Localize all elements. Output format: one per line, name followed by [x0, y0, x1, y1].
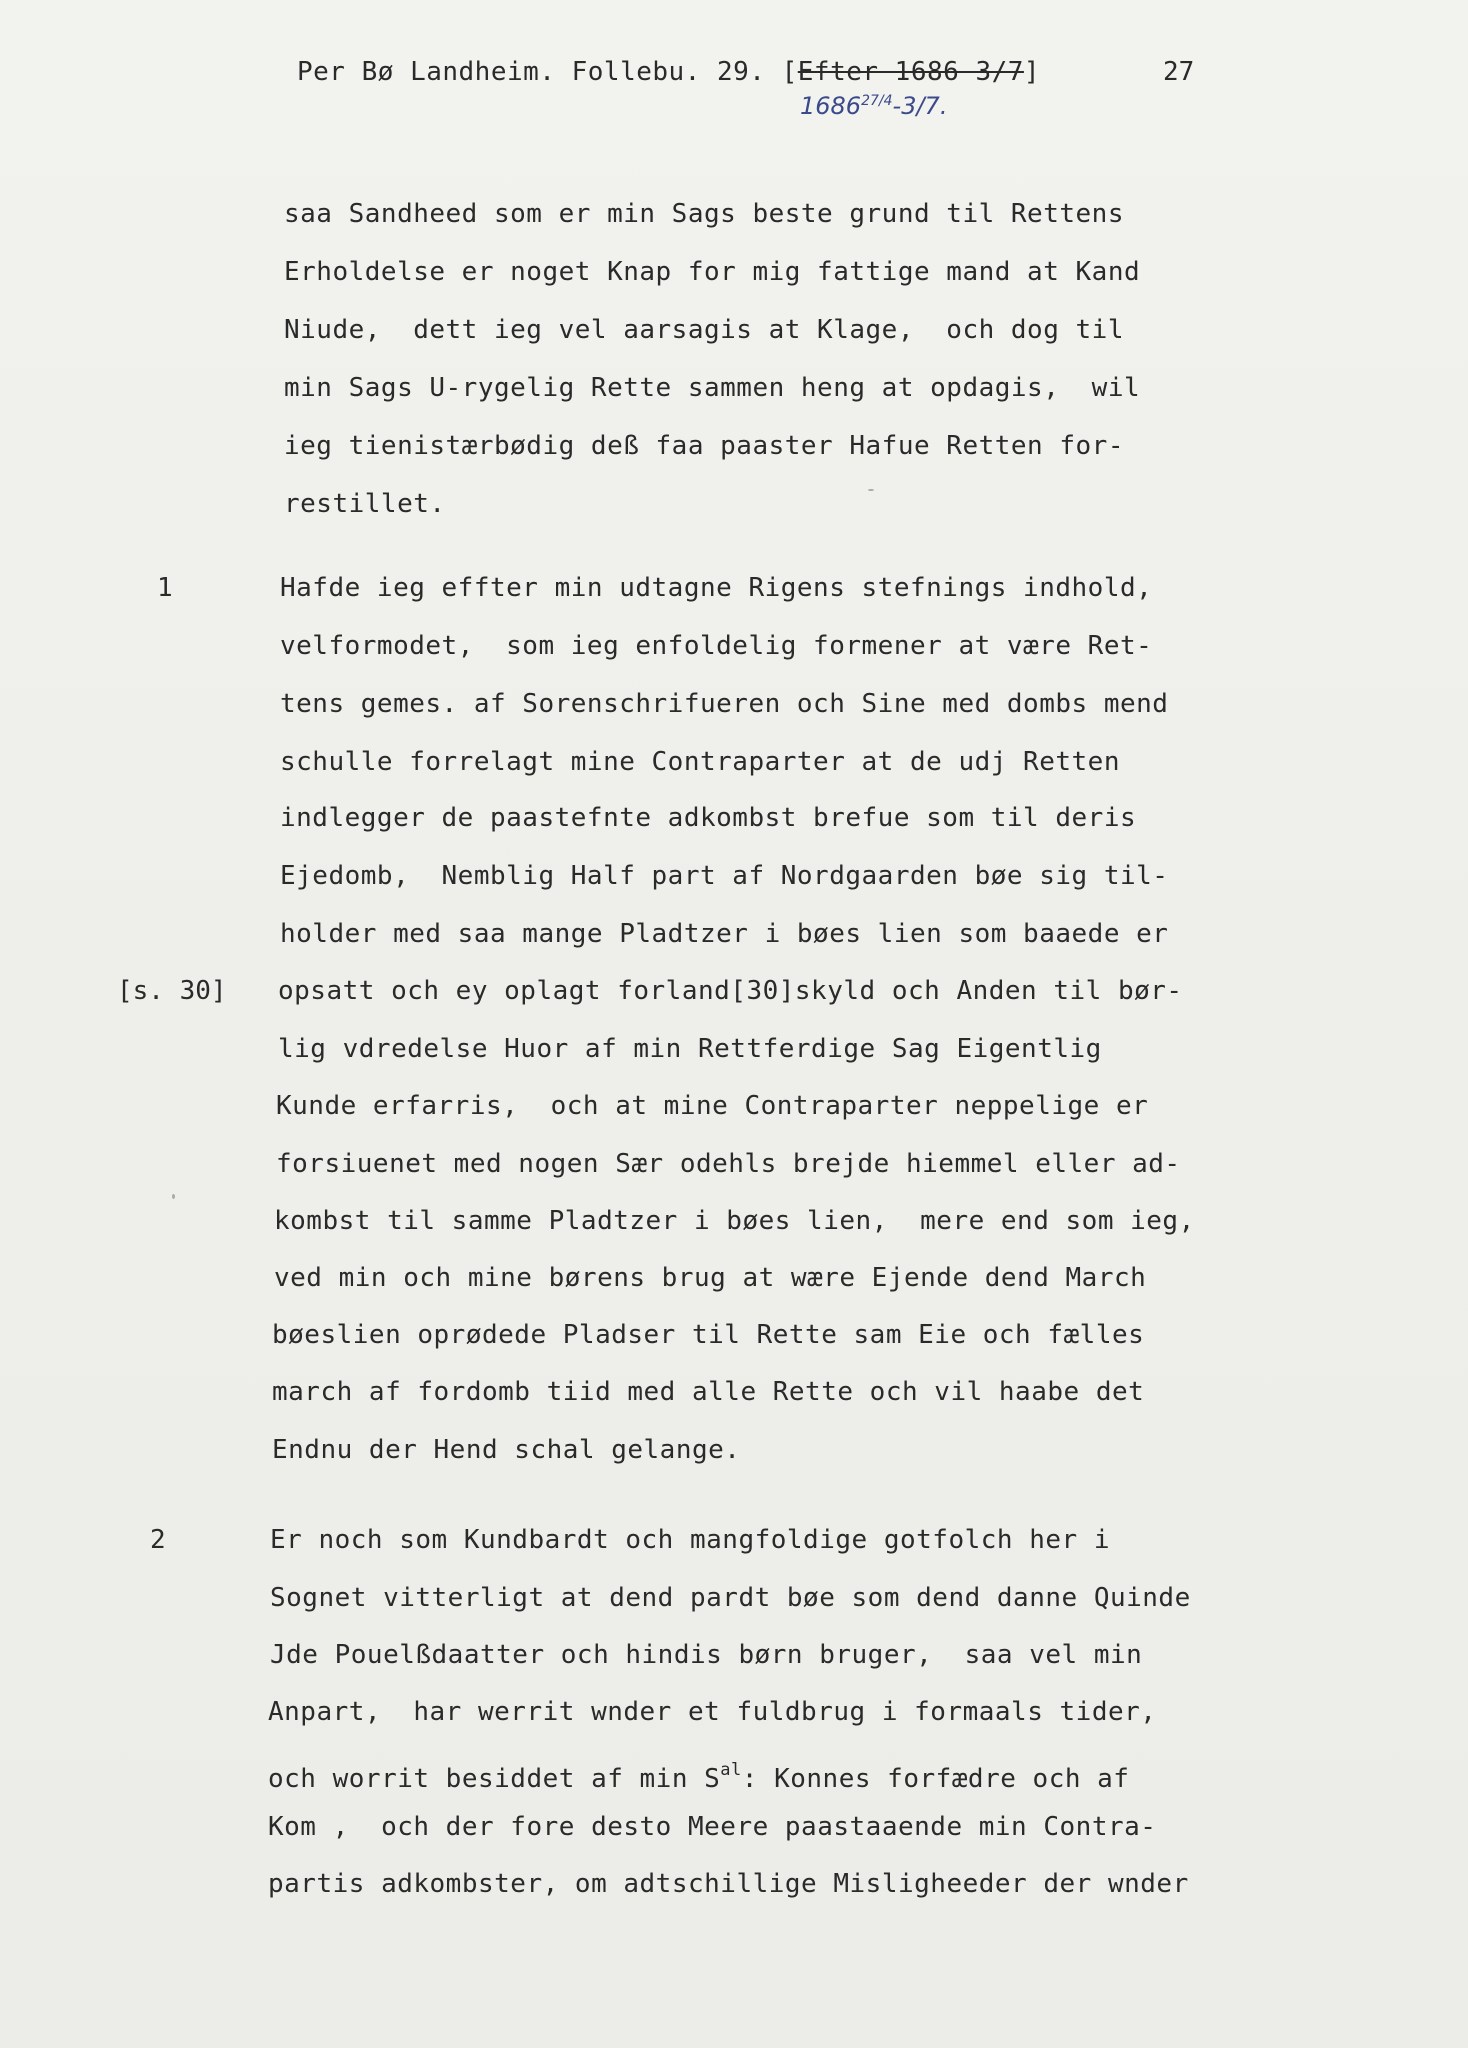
paragraph-number-2: 2: [150, 1525, 166, 1555]
text-line: Ejedomb, Nemblig Half part af Nordgaarden bøe sig til-: [280, 861, 1169, 891]
handwritten-date-annotation: [800, 92, 947, 120]
scan-speck: [172, 1194, 175, 1199]
header-text: Per Bø Landheim. Follebu. 29. [: [297, 57, 798, 87]
text-line: ieg tienistærbødig deß faa paaster Hafue Retten for-: [284, 431, 1124, 461]
text-line: kombst til samme Pladtzer i bøes lien, mere end som ieg,: [274, 1206, 1195, 1236]
text-line: ved min och mine børens brug at wære Ejende dend March: [274, 1263, 1147, 1293]
text-line: Jde Pouelßdaatter och hindis børn bruger, saa vel min: [270, 1640, 1143, 1670]
text-line: holder med saa mange Pladtzer i bøes lien som baaede er: [280, 919, 1169, 949]
text-line: Kunde erfarris, och at mine Contraparter neppelige er: [276, 1091, 1149, 1121]
page-header: [297, 57, 1040, 87]
superscript: al: [720, 1760, 742, 1780]
text-line: [268, 1755, 1129, 1794]
page-sidenote: [s. 30]: [117, 976, 227, 1006]
text-line: Sognet vitterligt at dend pardt bøe som dend danne Quinde: [270, 1583, 1191, 1613]
text-line: Erholdelse er noget Knap for mig fattige mand at Kand: [284, 257, 1141, 287]
text-line: tens gemes. af Sorenschrifueren och Sine med dombs mend: [280, 689, 1169, 719]
handwritten-rest: -3/7.: [892, 92, 948, 120]
text-segment: och worrit besiddet af min S: [268, 1764, 721, 1794]
text-line: opsatt och ey oplagt forland[30]skyld och Anden til bør-: [278, 976, 1183, 1006]
text-line: forsiuenet med nogen Sær odehls brejde hiemmel eller ad-: [276, 1149, 1181, 1179]
text-line: partis adkombster, om adtschillige Misligheeder der wnder: [268, 1869, 1189, 1899]
header-close: ]: [1023, 57, 1041, 87]
text-line: Anpart, har werrit wnder et fuldbrug i formaals tider,: [268, 1697, 1157, 1727]
text-line: schulle forrelagt mine Contraparter at de udj Retten: [280, 747, 1120, 777]
page-number: 27: [1163, 57, 1195, 87]
text-line: min Sags U-rygelig Rette sammen heng at opdagis, wil: [284, 373, 1141, 403]
handwritten-sup: 27/4: [861, 93, 893, 109]
text-line: Kom , och der fore desto Meere paastaaende min Contra-: [268, 1812, 1157, 1842]
scan-speck: [868, 489, 874, 491]
text-line: velformodet, som ieg enfoldelig formener at være Ret-: [280, 631, 1153, 661]
paragraph-number-1: 1: [157, 573, 173, 603]
text-line: Endnu der Hend schal gelange.: [272, 1435, 741, 1465]
text-segment: : Konnes forfædre och af: [741, 1764, 1130, 1794]
text-line: Er noch som Kundbardt och mangfoldige gotfolch her i: [270, 1525, 1110, 1555]
text-line: march af fordomb tiid med alle Rette och vil haabe det: [272, 1377, 1145, 1407]
text-line: indlegger de paastefnte adkombst brefue som til deris: [280, 803, 1137, 833]
handwritten-main: 1686: [800, 92, 862, 120]
text-line: restillet.: [284, 489, 446, 519]
header-struck-text: Efter 1686 3/7: [797, 57, 1024, 87]
text-line: Hafde ieg effter min udtagne Rigens stefnings indhold,: [280, 573, 1153, 603]
text-line: Niude, dett ieg vel aarsagis at Klage, och dog til: [284, 315, 1124, 345]
text-line: bøeslien oprødede Pladser til Rette sam Eie och fælles: [272, 1320, 1145, 1350]
text-line: saa Sandheed som er min Sags beste grund til Rettens: [284, 199, 1124, 229]
text-line: lig vdredelse Huor af min Rettferdige Sag Eigentlig: [278, 1034, 1102, 1064]
